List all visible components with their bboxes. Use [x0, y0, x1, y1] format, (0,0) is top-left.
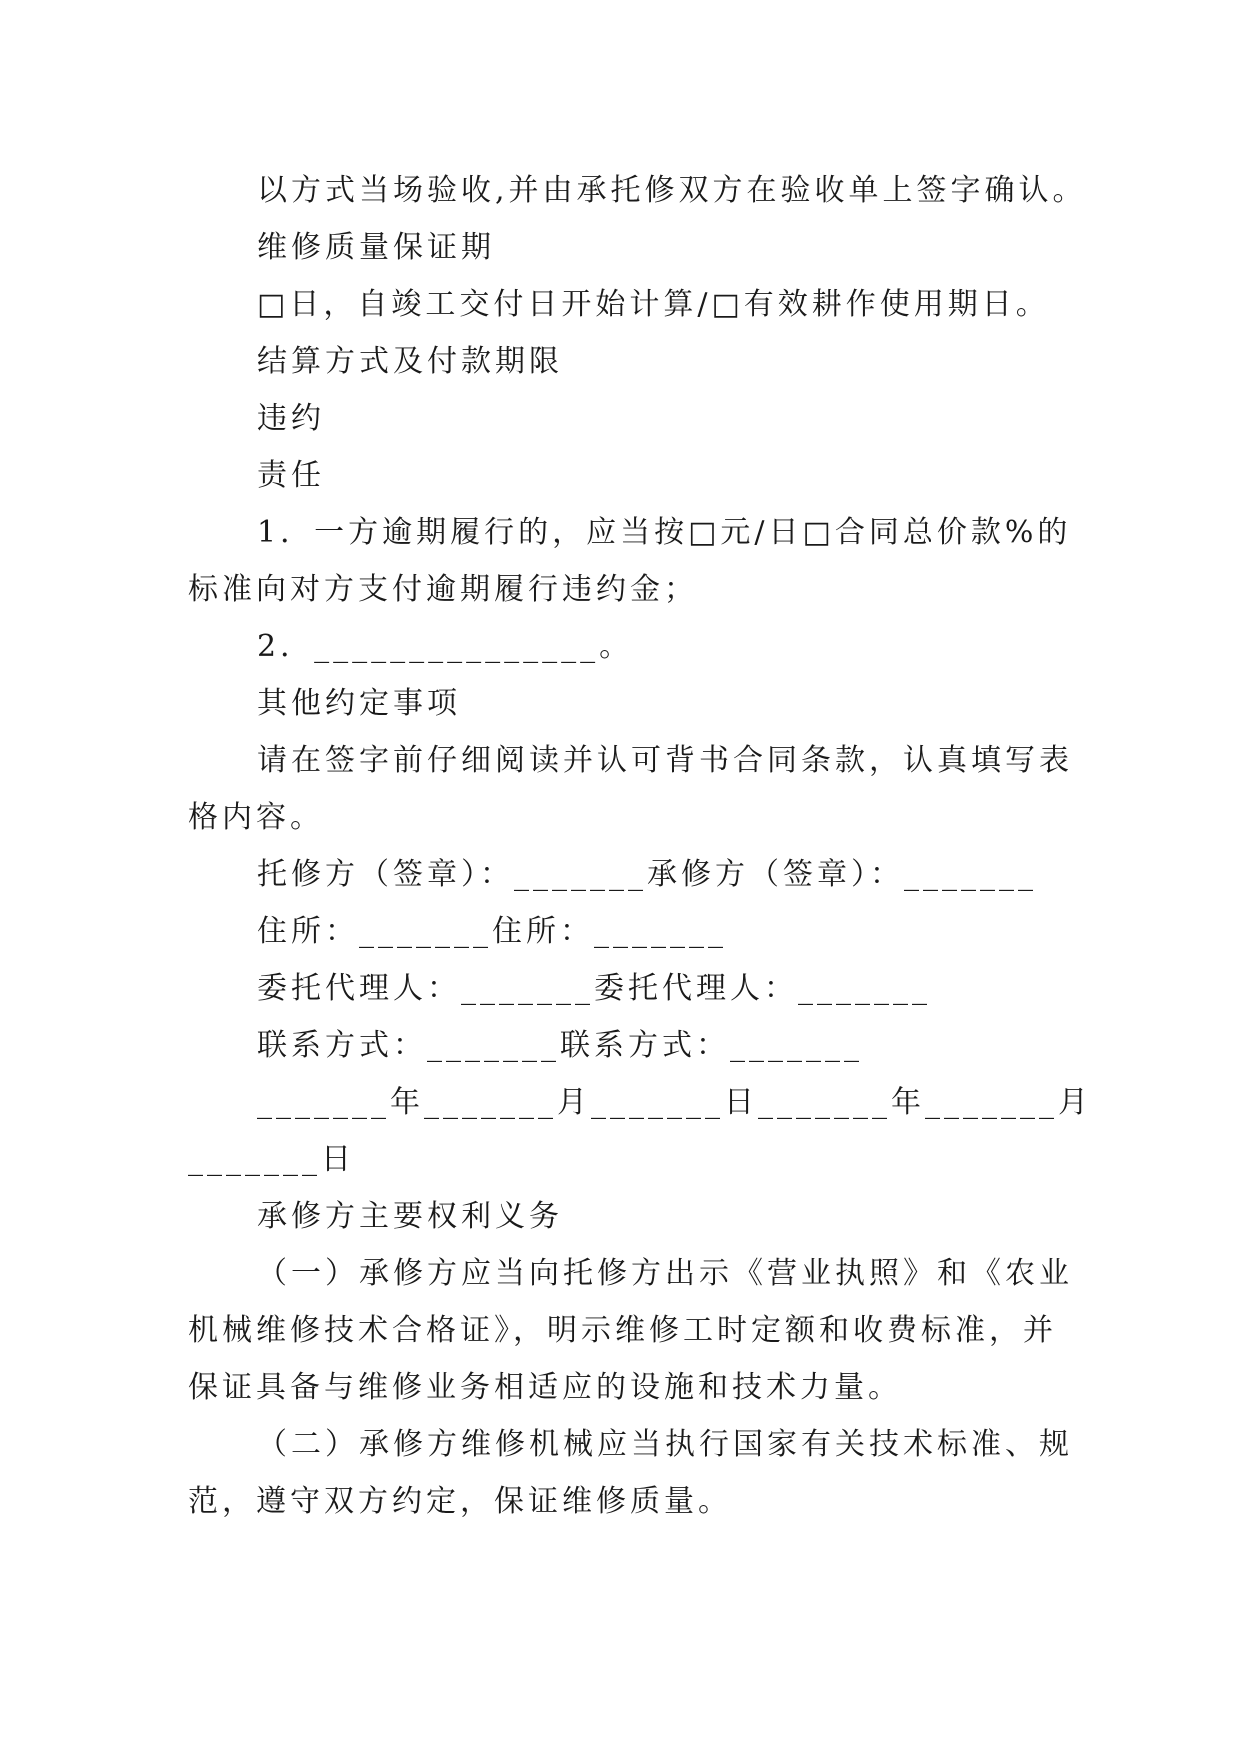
duty-2-text-cont: 范，遵守双方约定，保证维修质量。 — [188, 1484, 732, 1519]
breach-clause-1-cont: 标准向对方支付逾期履行违约金； — [188, 572, 698, 607]
reading-notice-cont: 格内容。 — [188, 800, 324, 835]
agent-line: 委托代理人：_______委托代理人：_______ — [257, 971, 931, 1006]
breach-clause-2: 2．_______________。 — [257, 629, 634, 664]
date-line: _______年_______月_______日_______年_______月 — [257, 1085, 1092, 1120]
breach-heading-part2: 责任 — [257, 458, 325, 493]
duty-1-text: （一）承修方应当向托修方出示《营业执照》和《农业 — [257, 1256, 1073, 1291]
warranty-heading: 维修质量保证期 — [257, 230, 495, 265]
duty-1-text-cont: 机械维修技术合格证》，明示维修工时定额和收费标准，并 — [188, 1313, 1057, 1348]
breach-clause-1: 1．一方逾期履行的，应当按□元/日□合同总价款%的 — [257, 515, 1072, 550]
repairer-duties-heading: 承修方主要权利义务 — [257, 1199, 563, 1234]
date-line-cont: _______日 — [188, 1142, 355, 1177]
acceptance-text: 以方式当场验收,并由承托修双方在验收单上签字确认。 — [257, 173, 1087, 208]
other-terms-heading: 其他约定事项 — [257, 686, 461, 721]
duty-2-text: （二）承修方维修机械应当执行国家有关技术标准、规 — [257, 1427, 1073, 1462]
duty-1-text-cont2: 保证具备与维修业务相适应的设施和技术力量。 — [188, 1370, 902, 1405]
address-line: 住所：_______住所：_______ — [257, 914, 727, 949]
contact-line: 联系方式：_______联系方式：_______ — [257, 1028, 863, 1063]
signature-line: 托修方（签章）：_______承修方（签章）：_______ — [257, 857, 1037, 892]
breach-heading-part1: 违约 — [257, 401, 325, 436]
settlement-heading: 结算方式及付款期限 — [257, 344, 563, 379]
warranty-period-text: □日，自竣工交付日开始计算/□有效耕作使用期日。 — [257, 287, 1050, 322]
reading-notice: 请在签字前仔细阅读并认可背书合同条款，认真填写表 — [257, 743, 1073, 778]
